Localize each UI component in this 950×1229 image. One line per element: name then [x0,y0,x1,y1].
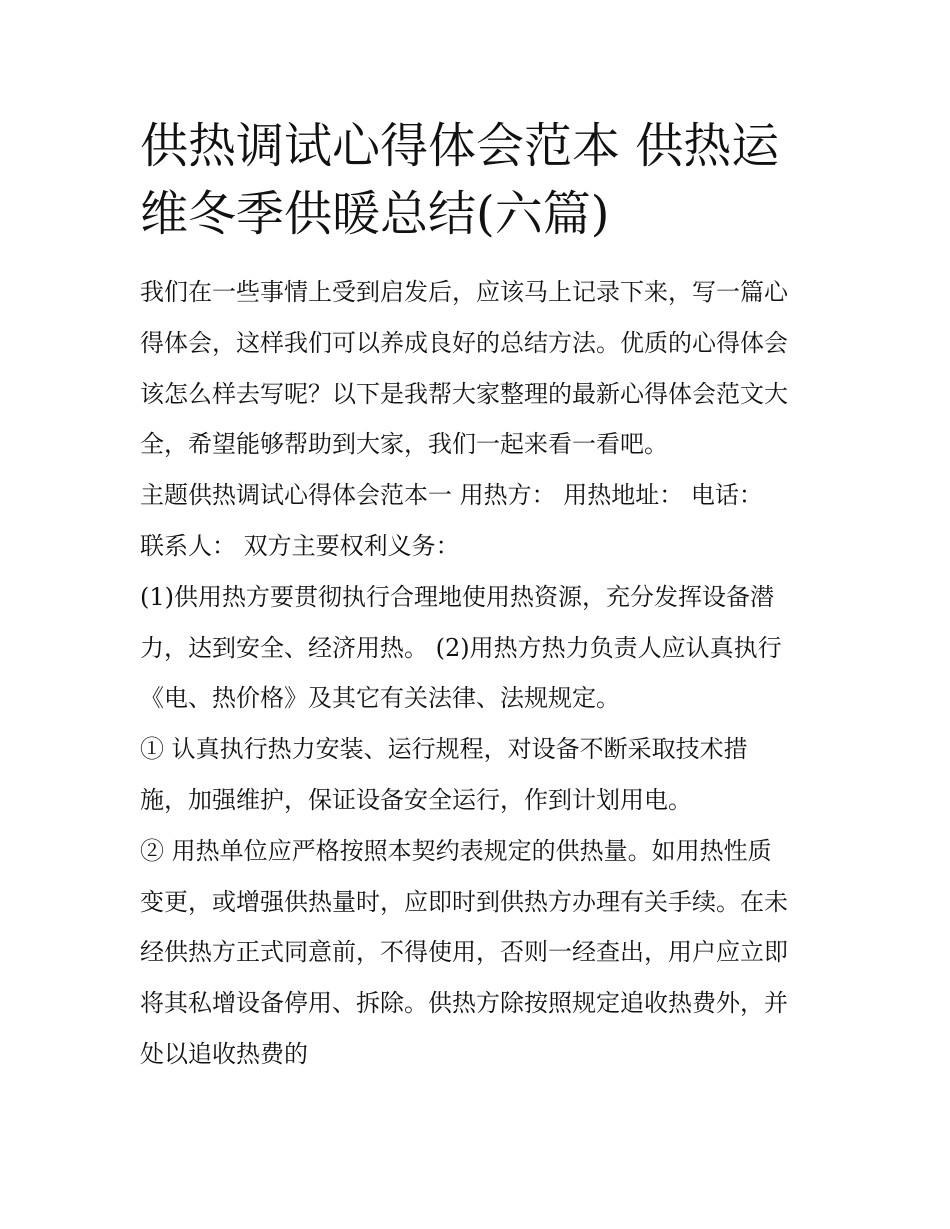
body-line: 主题供热调试心得体会范本一 用热方： 用热地址： 电话： [140,481,763,510]
body-line: 联系人： 双方主要权利义务： [140,531,460,560]
body-line: 处以追收热费的 [140,1039,308,1068]
body-line: 我们在一些事情上受到启发后，应该马上记录下来，写一篇心 [140,278,788,306]
body-line: 施，加强维护，保证设备安全运行，作到计划用电。 [140,785,692,814]
document-title [140,112,816,248]
body-line: 《电、热价格》及其它有关法律、法规规定。 [140,684,620,713]
title-line-1: 供热调试心得体会范本 供热运 [140,118,780,174]
document-page [140,112,816,1080]
body-line: 全，希望能够帮助到大家，我们一起来看一看吧。 [140,430,668,459]
body-line: 将其私增设备停用、拆除。供热方除按照规定追收热费外，并 [140,989,788,1018]
body-line: 该怎么样去写呢？以下是我帮大家整理的最新心得体会范文大 [140,379,788,408]
body-line: 变更，或增强供热量时，应即时到供热方办理有关手续。在未 [140,887,788,916]
document-body [140,267,816,1080]
body-line: ① 认真执行热力安装、运行规程，对设备不断采取技术措 [140,735,748,764]
body-line: 经供热方正式同意前，不得使用，否则一经查出，用户应立即 [140,938,788,967]
body-line: 力，达到安全、经济用热。 (2)用热方热力负责人应认真执行 [140,633,782,662]
body-line: (1)供用热方要贯彻执行合理地使用热资源，充分发挥设备潜 [140,582,774,611]
title-line-2: 维冬季供暖总结(六篇) [140,186,610,242]
body-line: 得体会，这样我们可以养成良好的总结方法。优质的心得体会 [140,328,788,357]
body-line: ② 用热单位应严格按照本契约表规定的供热量。如用热性质 [140,836,772,865]
